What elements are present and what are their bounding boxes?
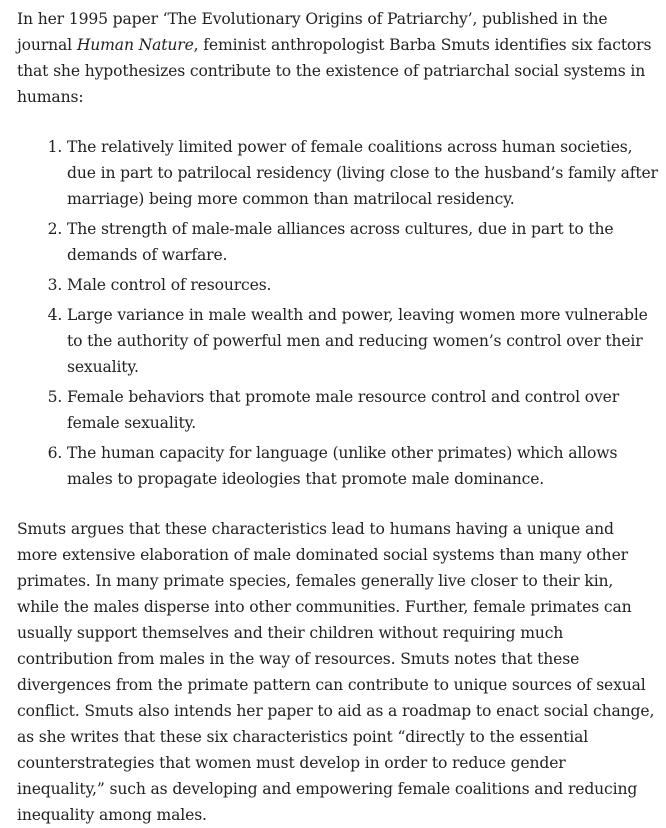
list-item: 6. The human capacity for language (unlike other primates) which allows males to propagate ideologies that promote male dominance.	[67, 440, 658, 492]
list-item: 2. The strength of male-male alliances across cultures, due in part to the demands of warfare.	[67, 216, 658, 268]
intro-text-after: , feminist anthropologist Barba Smuts identifies six factors that she hypothesizes contribute to the existence of patriarchal social systems in humans:	[17, 36, 652, 106]
factor-list	[17, 134, 658, 492]
list-item: 4. Large variance in male wealth and power, leaving women more vulnerable to the authority of powerful men and reducing women’s control over their sexuality.	[67, 302, 658, 380]
intro-text-before: In her 1995 paper ‘The Evolutionary Origins of Patriarchy’, published in the journal	[17, 10, 608, 54]
journal-name: Human Nature	[76, 36, 194, 54]
intro-paragraph	[17, 6, 658, 110]
conclusion-paragraph: Smuts argues that these characteristics lead to humans having a unique and more extensive elaboration of male dominated social systems than many other primates. In many primate species, females generally live closer to their kin, while the males disperse into other communities. Further, female primates can usually support themselves and their children without requiring much contribution from males in the way of resources. Smuts notes that these divergences from the primate pattern can contribute to unique sources of sexual conflict. Smuts also intends her paper to aid as a roadmap to enact social change, as she writes that these six characteristics point “directly to the essential counterstrategies that women must develop in order to reduce gender inequality,” such as developing and empowering female coalitions and reducing inequality among males.	[17, 520, 655, 824]
list-item: 1. The relatively limited power of female coalitions across human societies, due in part to patrilocal residency (living close to the husband’s family after marriage) being more common than matrilocal residency.	[67, 134, 658, 212]
list-item: 3. Male control of resources.	[67, 272, 658, 298]
list-item: 5. Female behaviors that promote male resource control and control over female sexuality.	[67, 384, 658, 436]
